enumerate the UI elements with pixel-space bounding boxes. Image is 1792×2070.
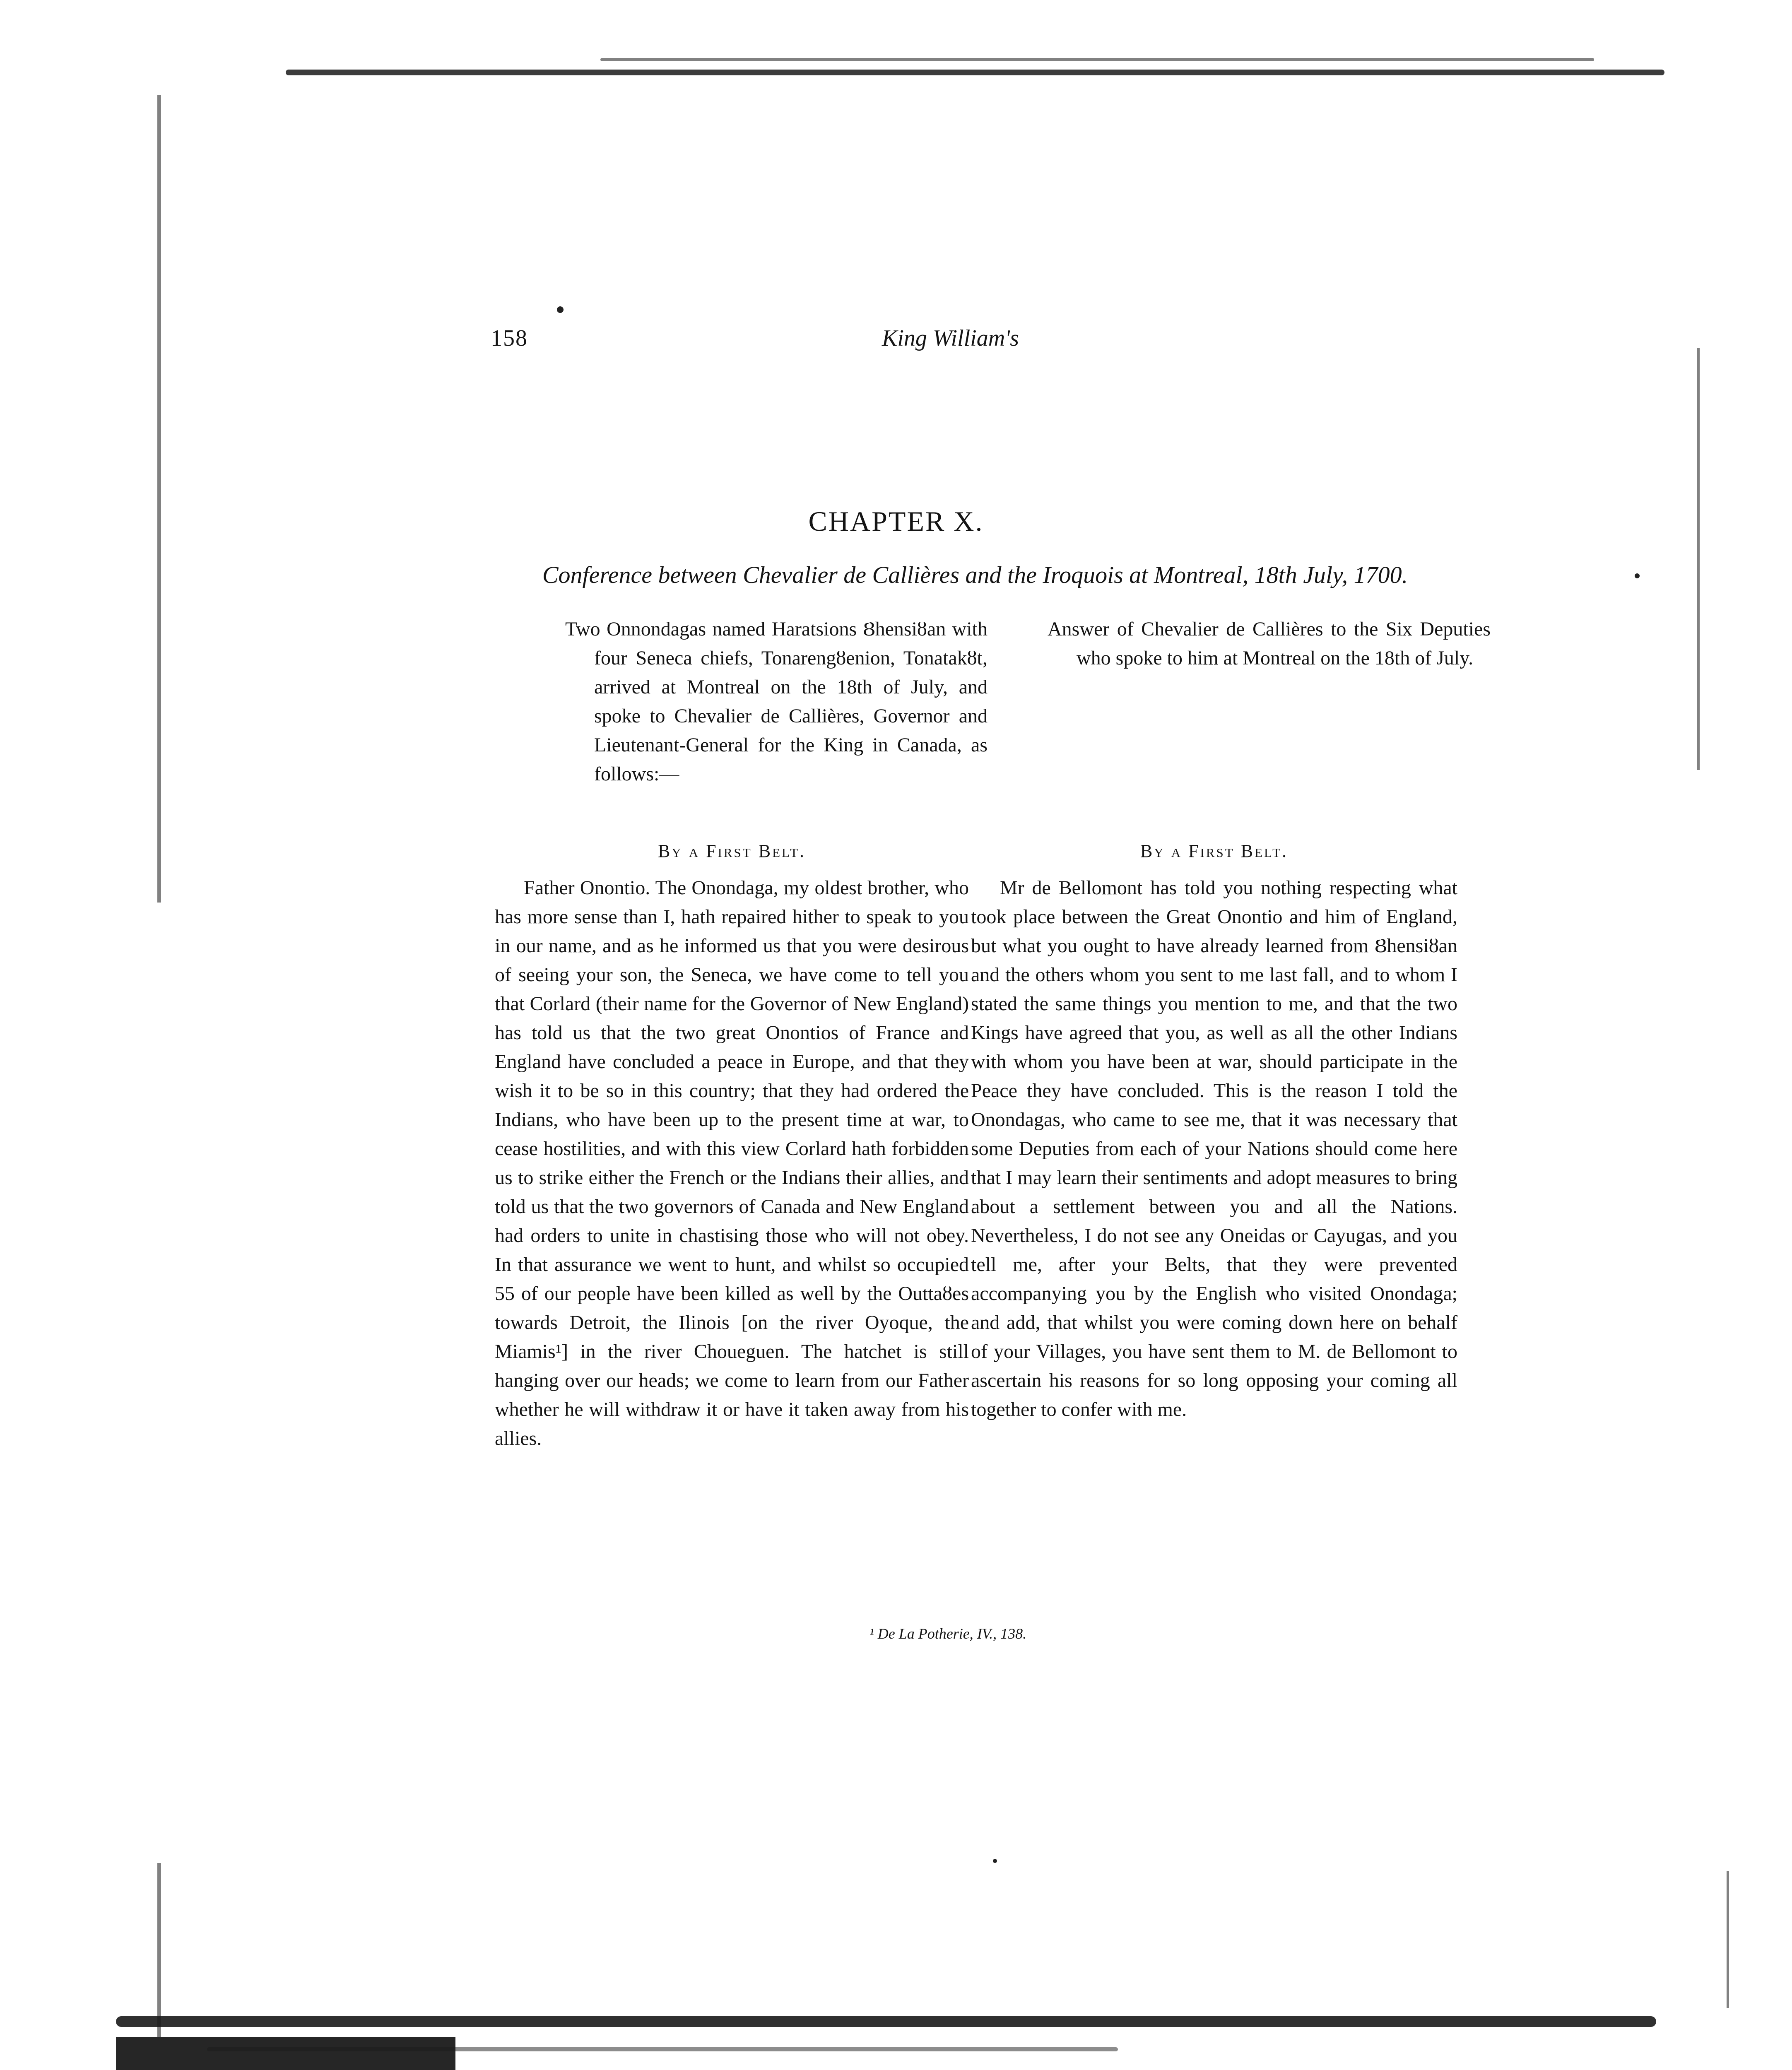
left-column-body: Father Onontio. The Onondaga, my oldest brother, who has more sense than I, hath repaired hither to speak to you in our name, and as he informed us that you were desirous of seeing your son, the Seneca, we have come to tell you that Corlard (their name for the Governor of New England) has told us that the two great Onontios of France and England have concluded a peace in Europe, and that they wish it to be so in this country; that they had ordered the Indians, who have been up to the present time at war, to cease hostilities, and with this view Corlard hath forbidden us to strike either the French or the Indians their allies, and told us that the two governors of Canada and New England had orders to unite in chastising those who will not obey. In that assurance we went to hunt, and whilst so occupied 55 of our people have been killed as well by the Outtaȣes towards Detroit, the Ilinois [on the river Oyoque, the Miamis¹] in the river Choueguen. The hatchet is still hanging over our heads; we come to learn from our Father whether he will withdraw it or have it taken away from his allies.	[495, 877, 969, 1449]
page-number: 158	[491, 325, 528, 351]
ink-speck	[1635, 573, 1640, 578]
right-column-heading: By a First Belt.	[1140, 841, 1289, 861]
scan-edge-bottom-corner	[116, 2037, 455, 2070]
running-title: King William's	[882, 325, 1019, 351]
scan-edge-top-faint	[600, 58, 1594, 61]
chapter-subtitle: Conference between Chevalier de Callières and the Iroquois at Montreal, 18th July, 1700.	[542, 561, 1408, 588]
scan-edge-left-lower	[157, 1863, 161, 2037]
ink-speck	[993, 1859, 997, 1863]
right-column-intro: Answer of Chevalier de Callières to the Six Deputies who spoke to him at Montreal on the 18th of July.	[1048, 618, 1491, 669]
left-column-heading: By a First Belt.	[658, 841, 806, 861]
scan-edge-left	[157, 95, 161, 903]
scan-edge-bottom	[116, 2016, 1656, 2027]
scan-edge-top	[286, 70, 1664, 75]
ink-speck	[557, 306, 564, 313]
scan-edge-right	[1697, 348, 1700, 770]
chapter-title: CHAPTER X.	[808, 505, 984, 537]
left-column-intro: Two Onnondagas named Haratsions Ȣhensiȣan with four Seneca chiefs, Tonarengȣenion, Tonatakȣt, arrived at Montreal on the 18th of July, and spoke to Chevalier de Callières, Governor and Lieutenant-General for the King in Canada, as follows:—	[565, 618, 988, 785]
scan-edge-bottom-faint	[207, 2047, 1118, 2051]
right-column-body: Mr de Bellomont has told you nothing respecting what took place between the Great Onontio and him of England, but what you ought to have already learned from Ȣhensiȣan and the others whom you sent to me last fall, and to whom I stated the same things you mention to me, and that the two Kings have agreed that you, as well as all the other Indians with whom you have been at war, should participate in the Peace they have concluded. This is the reason I told the Onondagas, who came to see me, that it was necessary that some Deputies from each of your Nations should come here that I may learn their sentiments and adopt measures to bring about a settlement between you and all the Nations. Nevertheless, I do not see any Oneidas or Cayugas, and you tell me, after your Belts, that they were prevented accompanying you by the English who visited Onondaga; and add, that whilst you were coming down here on behalf of your Villages, you have sent them to M. de Bellomont to ascertain his reasons for so long opposing your coming all together to confer with me.	[971, 877, 1457, 1420]
scan-edge-right-lower	[1727, 1871, 1729, 2008]
footnote: ¹ De La Potherie, IV., 138.	[870, 1625, 1027, 1642]
